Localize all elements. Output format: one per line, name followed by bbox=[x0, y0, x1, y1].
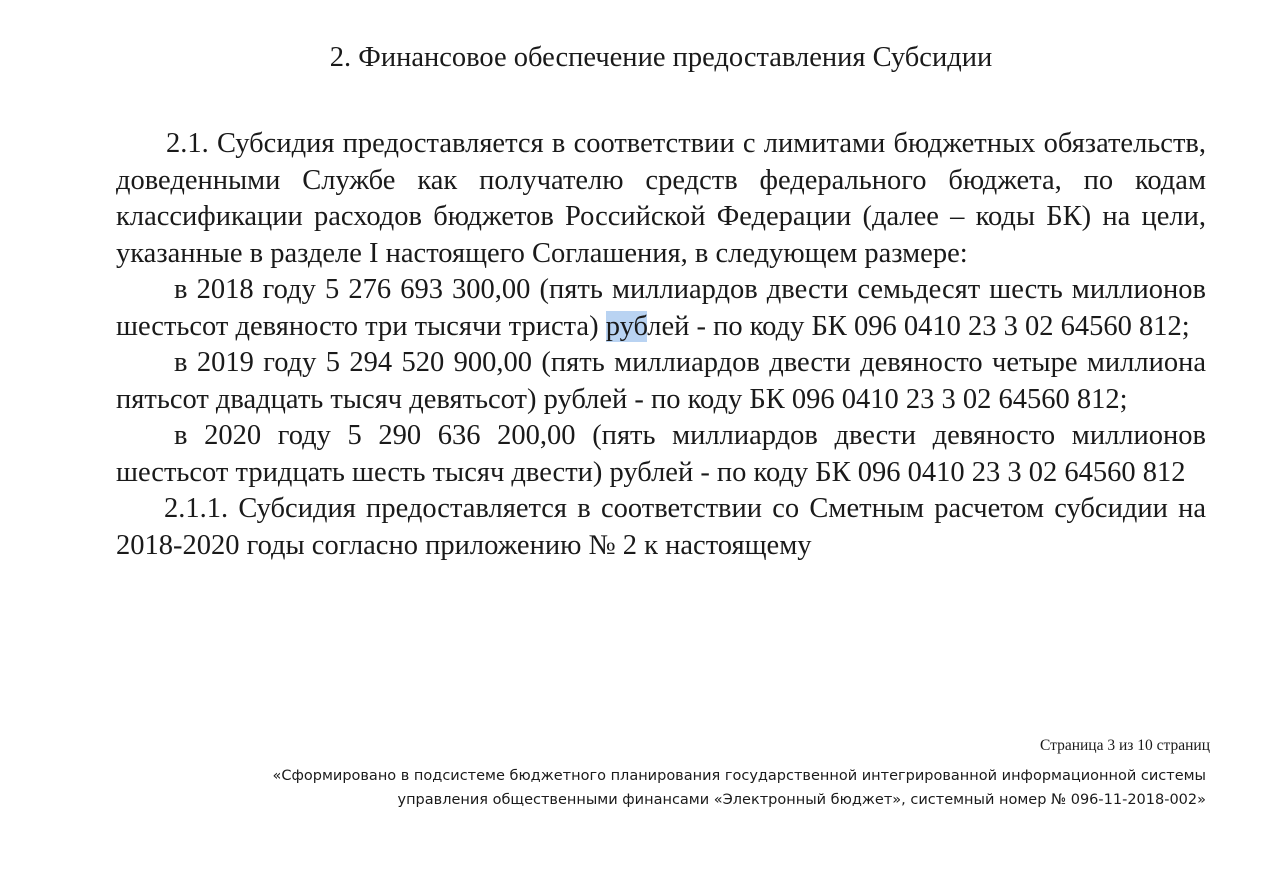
section-heading: 2. Финансовое обеспечение предоставления Субсидии bbox=[329, 42, 993, 73]
footer-note bbox=[156, 764, 1206, 812]
paragraph-year-2018[interactable] bbox=[116, 272, 1206, 345]
footer-note-line-2: управления общественными финансами «Электронный бюджет», системный номер № 096-11-2018-002» bbox=[397, 792, 1206, 808]
paragraph-2-1[interactable]: 2.1. Субсидия предоставляется в соответствии с лимитами бюджетных обязательств, доведенными Службе как получателю средств федерального бюджета, по кодам классификации расходов бюджетов Российской Федерации (далее – коды БК) на цели, указанные в разделе I настоящего Соглашения, в следующем размере: bbox=[116, 128, 1206, 269]
paragraph-2-1-1[interactable]: 2.1.1. Субсидия предоставляется в соответствии со Сметным расчетом субсидии на 2018-2020 годы согласно приложению № 2 к настоящему bbox=[116, 493, 1206, 561]
paragraph-year-2020[interactable]: в 2020 году 5 290 636 200,00 (пять миллиардов двести девяносто миллионов шестьсот тридцать шесть тысяч двести) рублей - по коду БК 096 0410 23 3 02 64560 812 bbox=[116, 420, 1206, 488]
body-text bbox=[116, 126, 1206, 564]
text-selection-highlight[interactable]: руб bbox=[605, 310, 648, 342]
year-2018-prefix: в 2018 году 5 276 693 300,00 (пять миллиардов двести семьдесят шесть миллионов шестьсот девяносто три тысячи триста) bbox=[116, 274, 1206, 342]
page-counter: Страница 3 из 10 страниц bbox=[1039, 737, 1210, 754]
year-2018-suffix: лей - по коду БК 096 0410 23 3 02 64560 812; bbox=[647, 310, 1190, 342]
paragraph-year-2019[interactable]: в 2019 году 5 294 520 900,00 (пять миллиардов двести девяносто четыре миллиона пятьсот двадцать тысяч девятьсот) рублей - по коду БК 096 0410 23 3 02 64560 812; bbox=[116, 347, 1206, 415]
footer-note-line-1: «Сформировано в подсистеме бюджетного планирования государственной интегрированной информационной системы bbox=[272, 768, 1206, 784]
